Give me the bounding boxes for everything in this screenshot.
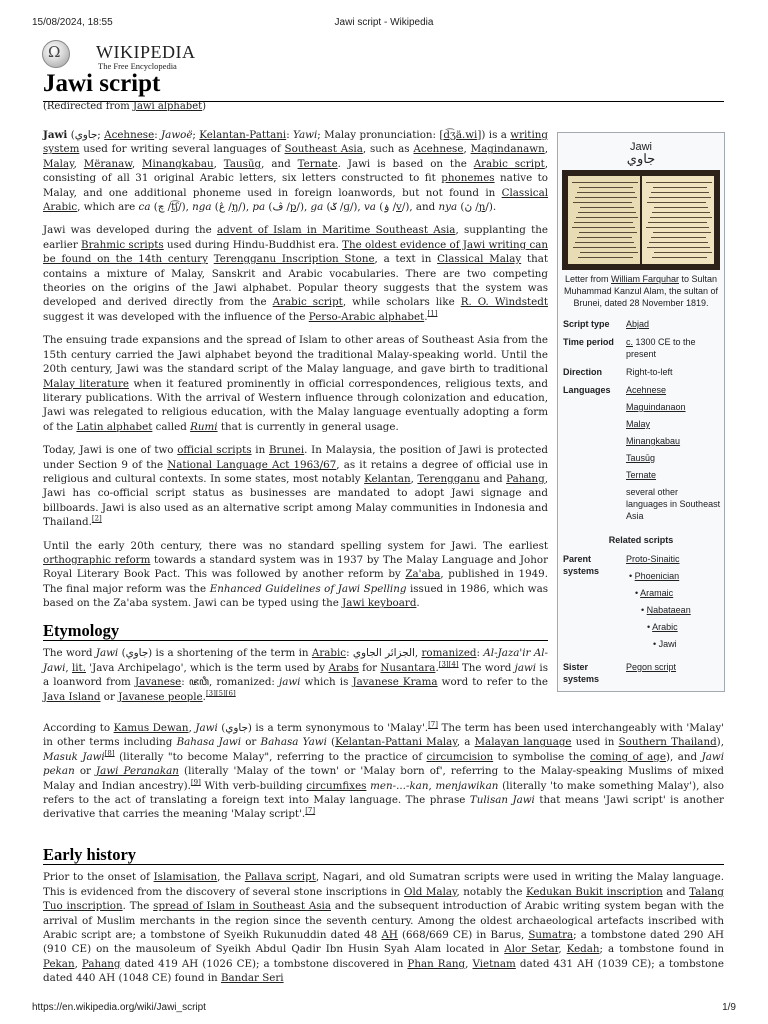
text-run: that contains a mixture of Malay, Sanskrit and Arabic vocabularies. There are two competing theories on the origins of the Jawi alphabet. Popular theory suggests that the system was developed and derived directly from the: [43, 253, 548, 309]
italic-text: nga: [192, 201, 212, 214]
citation-link[interactable]: [7]: [305, 807, 316, 816]
manuscript-script-line: [651, 192, 709, 193]
manuscript-script-line: [647, 247, 710, 248]
text-run: , Nagari, and old Sumatran scripts were used in writing the Malay language. This is evidenced from the discovery of several stone inscriptions in: [43, 871, 725, 898]
print-page-number: 1/9: [722, 1002, 736, 1013]
text-run: /),: [349, 201, 364, 214]
text-run: (ۏ /: [375, 201, 397, 214]
inline-link[interactable]: Arabic script: [473, 157, 545, 170]
text-run: used during Hindu-Buddhist era.: [163, 238, 343, 251]
manuscript-image[interactable]: [562, 170, 720, 270]
text-run: (literally 'Malay of the town' or 'Malay born of', referring to the Malay-speaking Muslims of mixed Malay and Indian ancestry).: [43, 765, 724, 792]
manuscript-script-line: [646, 182, 712, 183]
text-run: , supplanting the earlier: [43, 224, 549, 251]
inline-link[interactable]: Terengganu Inscription Stone: [213, 253, 375, 266]
infobox-row-direction: Direction Right-to-left: [563, 367, 673, 377]
text-run: , published in 1949. The final major reform was the: [43, 568, 548, 595]
inline-link[interactable]: Magindanawn: [470, 143, 545, 156]
text-run: .: [435, 661, 439, 674]
manuscript-script-line: [579, 232, 637, 233]
text-run: dated 419 AH (1026 CE); a tombstone discovered in: [120, 957, 408, 970]
infobox-title: Jawi: [629, 141, 652, 153]
inline-link[interactable]: Southeast Asia: [284, 143, 363, 156]
manuscript-script-line: [577, 192, 635, 193]
inline-link[interactable]: Pallava script: [244, 871, 316, 884]
text-run: (چ /: [150, 201, 172, 214]
citation-link[interactable]: [3][5][6]: [205, 689, 236, 698]
inline-link[interactable]: orthographic reform: [43, 553, 151, 566]
language-link[interactable]: Maguindanaon: [626, 402, 686, 412]
manuscript-script-line: [572, 182, 638, 183]
text-run: The word: [458, 661, 515, 674]
inline-link[interactable]: coming of age: [589, 750, 666, 763]
text-run: ,: [410, 472, 418, 485]
inline-link[interactable]: Brahmic scripts: [81, 238, 164, 251]
inline-link[interactable]: Tausūg: [223, 157, 262, 170]
text-run: to symbolise the: [493, 750, 590, 763]
text-run: ;: [97, 129, 105, 141]
text-run: and: [479, 472, 507, 485]
infobox-row-sister-systems: Sister systems Pegon script: [563, 662, 677, 684]
intro-paragraph-5: [43, 539, 548, 611]
inline-link[interactable]: ɡ: [343, 201, 350, 214]
inline-link[interactable]: ɲ: [478, 201, 486, 214]
inline-link[interactable]: Acehnese: [104, 129, 155, 141]
italic-text: jawi: [279, 676, 301, 689]
language-link[interactable]: Minangkabau: [626, 436, 681, 446]
text-run: ,: [188, 722, 196, 734]
circa-link[interactable]: c.: [626, 337, 634, 347]
manuscript-script-line: [578, 257, 633, 258]
inline-link[interactable]: Malayan language: [474, 736, 572, 749]
text-run: ; Malay pronunciation: [: [317, 129, 444, 141]
italic-text: men-...-kan: [370, 779, 429, 792]
manuscript-script-line: [649, 197, 711, 198]
text-run: and the subsequent introduction of Arabic writing system began with the arrival of Muslim merchants in the region since the seventh century. Among the oldest archaeological artefacts inscribed with Arabic script are; a tombstone of Syeikh Rukunuddin dated 48: [43, 900, 724, 942]
infobox-row-time-period: Time period c. 1300 CE to the present: [563, 337, 696, 359]
related-scripts-header: Related scripts: [608, 535, 674, 545]
citation-link[interactable]: [8]: [104, 749, 115, 758]
inline-link[interactable]: Pekan: [43, 957, 75, 970]
italic-text: Jawoë: [161, 129, 193, 141]
italic-text: Yawi: [293, 129, 318, 141]
italic-text: Masuk Jawi: [43, 750, 105, 763]
text-run: /).: [485, 201, 497, 214]
infobox-row-languages: Languages Acehnese Maguindanaon Malay Minangkabau Tausūg Ternate several other languages in Southeast Asia: [563, 385, 721, 521]
inline-link[interactable]: Sumatra: [528, 929, 574, 942]
text-run: , while scholars like: [342, 296, 461, 309]
text-run: . The: [122, 900, 154, 913]
text-run: used in: [571, 736, 619, 749]
italic-text: ca: [138, 201, 151, 214]
inline-link[interactable]: The oldest evidence of Jawi writing can be found on the 14th century: [43, 238, 549, 266]
inline-link[interactable]: lit.: [71, 661, 86, 674]
manuscript-script-line: [654, 252, 712, 253]
text-run: ,: [74, 957, 82, 970]
manuscript-script-line: [575, 242, 634, 243]
inline-link[interactable]: Minangkabau: [142, 157, 214, 170]
inline-link[interactable]: Kedukan Bukit inscription: [525, 885, 663, 898]
inline-link[interactable]: Java Island: [43, 690, 101, 703]
text-run: native to Malay, and one additional phoneme used in foreign loanwords, but not found in: [43, 172, 548, 199]
inline-link[interactable]: Talang Tuo inscription: [43, 885, 724, 913]
text-run: ;: [192, 129, 200, 141]
text-run: , and: [261, 157, 298, 170]
text-run: ,: [558, 943, 567, 956]
intro-paragraph-1: [43, 128, 548, 214]
inline-link[interactable]: writing system: [43, 129, 548, 156]
manuscript-script-line: [577, 237, 632, 238]
inline-link[interactable]: Javanese: [134, 676, 182, 689]
manuscript-script-line: [646, 227, 709, 228]
text-run: Until the early 20th century, there was no standard spelling system for Jawi. The earliest: [43, 539, 548, 552]
text-run: (ڠ /: [211, 201, 232, 214]
parent-script-link[interactable]: Proto-Sinaitic: [626, 554, 680, 564]
inline-link[interactable]: National Language Act 1963/67: [167, 458, 337, 471]
text-run: ,: [65, 661, 72, 674]
inline-link[interactable]: Perso-Arabic alphabet: [308, 310, 425, 323]
text-run: that is currently in general usage.: [217, 420, 399, 433]
manuscript-script-line: [653, 232, 711, 233]
text-run: The word: [43, 647, 96, 660]
print-url: https://en.wikipedia.org/wiki/Jawi_script: [32, 1002, 206, 1013]
italic-text: Bahasa Yawi: [260, 736, 327, 749]
text-run: ),: [716, 736, 724, 749]
text-run: : الجزائر الجاوي,: [346, 647, 422, 660]
italic-text: menjawikan: [435, 779, 499, 792]
text-run: , which are: [77, 201, 139, 214]
inline-link[interactable]: Phan Rang: [407, 957, 466, 970]
text-run: ,: [131, 157, 143, 170]
manuscript-script-line: [572, 227, 635, 228]
page-title: Jawi script: [43, 70, 161, 97]
parent-script-link[interactable]: Aramaic: [640, 588, 674, 598]
text-run: Jawi was developed during the: [43, 224, 218, 237]
text-run: (: [67, 129, 75, 141]
manuscript-script-line: [650, 217, 712, 218]
text-run: :: [476, 647, 484, 660]
logo-wordmark: WIKIPEDIA: [96, 42, 196, 62]
text-run: towards a standard system was in 1937 by The Malay Language and Johor Royal Literary Book Pact. This was followed by another reform by: [43, 553, 548, 581]
italic-text: Jawi: [195, 722, 218, 734]
italic-text: Tulisan Jawi: [469, 794, 535, 807]
text-run: /),: [296, 201, 311, 214]
text-run: The term has been used interchangeably with 'Malay' in other terms including: [43, 722, 724, 749]
manuscript-script-line: [652, 212, 710, 213]
redirect-link[interactable]: Jawi alphabet: [132, 101, 203, 112]
etymology-paragraph-1: [43, 646, 548, 704]
text-run: is a loanword from: [43, 661, 549, 689]
wikipedia-globe-icon: [42, 40, 70, 68]
text-run: According to: [43, 722, 114, 734]
italic-text: Jawi: [95, 647, 119, 660]
language-link[interactable]: Ternate: [626, 470, 657, 480]
manuscript-left-page: [568, 176, 640, 264]
text-run: ; a tombstone dated 290 AH (910 CE) on the mausoleum of Syeikh Abdul Qadir Ibn Husin Syah Alam located in: [43, 929, 724, 956]
text-run: . In Malaysia, the position of Jawi is protected under Section 9 of the: [43, 444, 548, 471]
text-run: (literally 'to make something Malay'), also refers to the act of translating a foreign text into Malay language. The phrase: [43, 779, 725, 807]
language-link[interactable]: Acehnese: [626, 385, 667, 395]
text-run: /),: [238, 201, 253, 214]
inline-link[interactable]: Classical Arabic: [43, 186, 548, 214]
inline-link[interactable]: Vietnam: [472, 957, 516, 970]
infobox-native-name: جاوي: [626, 151, 656, 166]
inline-link[interactable]: Islamisation: [153, 871, 218, 884]
print-tab-title: Jawi script - Wikipedia: [334, 17, 434, 28]
languages-more: several other languages in Southeast Asia: [626, 487, 721, 521]
inline-link[interactable]: v: [396, 201, 402, 214]
intro-paragraph-3: [43, 333, 548, 434]
text-run: ,: [544, 143, 548, 156]
text-run: , as it retains a degree of official use in religious and cultural contexts. In some states, most notably: [43, 458, 549, 485]
inline-link[interactable]: Acehnese: [413, 143, 464, 156]
citation-link[interactable]: [2]: [91, 514, 102, 523]
redirect-notice: (Redirected from Jawi alphabet): [43, 101, 207, 112]
text-run: ]) is a: [477, 129, 511, 141]
text-run: :: [286, 129, 294, 141]
citation-link[interactable]: [9]: [190, 778, 201, 787]
inline-link[interactable]: Classical Malay: [437, 253, 522, 266]
text-run: , a text in: [374, 253, 438, 266]
caption-link-farquhar[interactable]: William Farquhar: [610, 274, 679, 284]
text-run: (: [326, 736, 336, 749]
text-run: (ڽ /: [457, 201, 479, 214]
text-run: ; a tombstone found in: [599, 943, 724, 956]
text-run: word to refer to the: [437, 676, 548, 689]
text-run: (literally "to become Malay", referring to the practice of: [114, 750, 427, 763]
inline-link[interactable]: Jawi Peranakan: [96, 765, 179, 778]
text-run: or: [74, 765, 97, 778]
inline-link[interactable]: circumcision: [426, 750, 494, 763]
manuscript-script-line: [576, 217, 638, 218]
inline-link[interactable]: Javanese people: [118, 690, 203, 703]
inline-link[interactable]: Pahang: [506, 472, 545, 485]
manuscript-right-page: [642, 176, 714, 264]
manuscript-script-line: [653, 187, 707, 188]
inline-link[interactable]: R. O. Windstedt: [460, 296, 549, 309]
italic-text: nya: [438, 201, 458, 214]
manuscript-script-line: [580, 207, 634, 208]
inline-link[interactable]: Terengganu: [417, 472, 480, 485]
text-run: , Jawi has co-official script status as businesses are mandated to adopt Jawi signage and billboards. Jawi is also used as an alternative script among Malay communities in Indonesia and Thailand.: [43, 472, 548, 529]
text-run: .: [416, 597, 420, 610]
text-run: used for writing several languages of: [79, 143, 285, 156]
inline-link[interactable]: Malay: [43, 157, 74, 170]
language-link[interactable]: Tausūg: [626, 453, 656, 463]
manuscript-script-line: [573, 202, 632, 203]
text-run: for: [358, 661, 381, 674]
infobox-row-script-type: Script type Abjad: [563, 319, 650, 329]
italic-text: Al-Jaza'ir Al-Jawi: [43, 647, 549, 674]
text-run: : ꦗꦮꦶ, romanized:: [181, 676, 279, 689]
inline-link[interactable]: Arabic: [311, 647, 347, 660]
manuscript-script-line: [575, 197, 637, 198]
print-datetime: 15/08/2024, 18:55: [32, 17, 113, 28]
text-run: .: [424, 310, 428, 323]
manuscript-script-line: [574, 222, 633, 223]
parent-script-current: Jawi: [658, 639, 677, 649]
manuscript-script-line: [579, 187, 633, 188]
text-run: With verb-building: [200, 779, 307, 792]
early-history-heading: Early history: [43, 848, 724, 865]
text-run: , such as: [362, 143, 414, 156]
inline-link[interactable]: AH: [381, 929, 398, 942]
text-run: in: [251, 444, 269, 457]
inline-link[interactable]: Za'aba: [405, 568, 441, 581]
citation-link[interactable]: [7]: [428, 720, 438, 729]
inline-link[interactable]: Old Malay: [404, 885, 457, 898]
manuscript-script-line: [651, 237, 706, 238]
inline-link[interactable]: d͡ʒä.wi: [443, 129, 478, 141]
inline-link[interactable]: p: [289, 201, 297, 214]
text-run: , notably the: [456, 885, 526, 898]
inline-link[interactable]: Arabic script: [272, 296, 343, 309]
manuscript-script-line: [649, 242, 708, 243]
text-run: (ڤ /: [265, 201, 290, 214]
text-run: The ensuing trade expansions and the spread of Islam to other areas of Southeast Asia from the 15th century carried the Jawi alphabet beyond the traditional Malay-speaking world. Until the 20th century, Jawi was the standard script of the Malay language, and gave birth to traditional: [43, 334, 548, 376]
text-run: /),: [178, 201, 193, 214]
manuscript-script-line: [573, 247, 636, 248]
script-type-link[interactable]: Abjad: [626, 319, 650, 329]
inline-link[interactable]: Ternate: [297, 157, 338, 170]
text-run: 'Java Archipelago', which is the term used by: [85, 661, 329, 674]
parent-script-link[interactable]: Nabataean: [646, 605, 691, 615]
italic-text: Enhanced Guidelines of Jawi Spelling: [209, 582, 407, 595]
print-footer: [0, 996, 768, 1024]
print-header: [0, 0, 768, 30]
text-run: or: [100, 690, 119, 703]
early-history-section: [43, 845, 725, 986]
text-run: suggest it was developed with the influence of the: [43, 310, 309, 323]
text-run: جاوي: [74, 129, 98, 141]
text-run: Today, Jawi is one of two: [43, 444, 178, 457]
inline-link[interactable]: Southern Thailand: [618, 736, 717, 749]
inline-link[interactable]: phonemes: [441, 172, 495, 185]
text-run: ,: [428, 779, 436, 792]
text-run: called: [152, 420, 191, 433]
parent-script-link[interactable]: Arabic: [652, 622, 678, 632]
inline-link[interactable]: Bandar Seri: [220, 972, 284, 985]
text-run: when it featured prominently in official correspondences, religious texts, and literary publications. With the arrival of Western influence through colonization and education, Jawi was relegated to religious education, with the Malay language eventually adopting a form of the: [43, 377, 548, 433]
inline-link[interactable]: Malay literature: [43, 377, 130, 390]
text-run: (668/669 CE) in Barus,: [397, 929, 529, 942]
text-run: that means 'Jawi script' is another derivative that carries the meaning 'Malay script'.: [43, 794, 724, 821]
inline-link[interactable]: romanized: [421, 647, 477, 660]
inline-link[interactable]: Mëranaw: [83, 157, 132, 170]
inline-link[interactable]: ŋ: [231, 201, 239, 214]
text-run: which is: [300, 676, 353, 689]
inline-link[interactable]: Alor Setar: [504, 943, 559, 956]
citation-link[interactable]: [3][4]: [438, 660, 459, 669]
inline-link[interactable]: Latin alphabet: [76, 420, 153, 433]
etymology-heading: Etymology: [43, 624, 548, 641]
italic-text: Bahasa Jawi: [176, 736, 242, 749]
inline-link[interactable]: Arabs: [328, 661, 359, 674]
early-history-paragraph-1: [43, 870, 724, 985]
text-run: issued in 1986, which was based on the Za'aba system. Jawi can be typed using the: [43, 582, 548, 610]
italic-text: Jawi pekan: [43, 750, 725, 778]
manuscript-script-line: [648, 222, 707, 223]
inline-link[interactable]: t͡ʃ: [171, 201, 179, 214]
inline-link[interactable]: Rumi: [190, 420, 218, 433]
text-run: ,: [73, 157, 84, 170]
text-run: (ݢ /: [323, 201, 344, 214]
infobox-caption: Letter from William Farquhar to Sultan Muhammad Kanzul Alam, the sultan of Brunei, dated 28 November 1819.: [563, 274, 719, 308]
text-run: ,: [463, 143, 471, 156]
text-run: /), and: [401, 201, 439, 214]
text-run: , consisting of all 31 original Arabic letters, six letters constructed to fit: [43, 157, 549, 185]
manuscript-script-line: [647, 202, 706, 203]
inline-link[interactable]: advent of Islam in Maritime Southeast Asia: [217, 224, 456, 237]
italic-text: va: [363, 201, 376, 214]
inline-link[interactable]: Nusantara: [380, 661, 436, 674]
inline-link[interactable]: spread of Islam in Southeast Asia: [153, 900, 331, 913]
text-run: ,: [213, 157, 224, 170]
italic-text: jawi: [514, 661, 537, 674]
infobox: [557, 132, 725, 692]
inline-link[interactable]: Kedah: [566, 943, 600, 956]
inline-link[interactable]: official scripts: [177, 444, 252, 457]
text-run: dated 431 AH (1039 CE); a tombstone dated 440 AH (1048 CE) found in: [43, 957, 725, 985]
text-run: . Jawi is based on the: [337, 157, 474, 170]
inline-link[interactable]: Javanese Krama: [352, 676, 438, 689]
text-run: or: [241, 736, 261, 749]
manuscript-script-line: [578, 212, 636, 213]
logo-tagline: The Free Encyclopedia: [98, 61, 177, 71]
inline-link[interactable]: circumfixes: [306, 779, 367, 792]
manuscript-script-line: [654, 207, 708, 208]
citation-link[interactable]: [1]: [427, 309, 438, 318]
text-run: ,: [465, 957, 473, 970]
etymology-section-top: [43, 608, 548, 704]
italic-text: pa: [252, 201, 266, 214]
bold-term: Jawi: [43, 129, 68, 141]
text-run: Prior to the onset of: [43, 871, 154, 884]
inline-link[interactable]: Brunei: [268, 444, 305, 457]
inline-link[interactable]: Kelantan: [364, 472, 411, 485]
text-run: (جاوي) is a shortening of the term in: [118, 647, 312, 660]
italic-text: ga: [310, 201, 324, 214]
text-run: , the: [217, 871, 245, 884]
manuscript-script-line: [580, 252, 638, 253]
inline-link[interactable]: Kelantan-Pattani Malay: [335, 736, 457, 749]
manuscript-script-line: [652, 257, 707, 258]
language-link[interactable]: Malay: [626, 419, 651, 429]
text-run: and: [662, 885, 690, 898]
text-run: .: [202, 690, 206, 703]
text-run: ), and: [666, 750, 702, 763]
text-run: , a: [456, 736, 475, 749]
text-run: (جاوي) is a term synonymous to 'Malay'.: [217, 722, 429, 734]
text-run: :: [154, 129, 162, 141]
article-body: [43, 128, 548, 620]
inline-link[interactable]: Kamus Dewan: [113, 722, 189, 734]
infobox-row-parent-systems: Parent systems Proto-Sinaitic • Phoenician • Aramaic • Nabataean • Arabic • Jawi: [561, 550, 721, 658]
sister-script-link[interactable]: Pegon script: [626, 662, 677, 672]
inline-link[interactable]: Pahang: [81, 957, 121, 970]
etymology-paragraph-2: [43, 721, 724, 822]
inline-link[interactable]: Kelantan-Pattani: [199, 129, 287, 141]
inline-link[interactable]: Jawi keyboard: [342, 597, 417, 610]
parent-script-link[interactable]: Phoenician: [634, 571, 680, 581]
intro-paragraph-2: [43, 223, 548, 324]
etymology-section-wide: [43, 721, 724, 822]
intro-paragraph-4: [43, 443, 548, 529]
